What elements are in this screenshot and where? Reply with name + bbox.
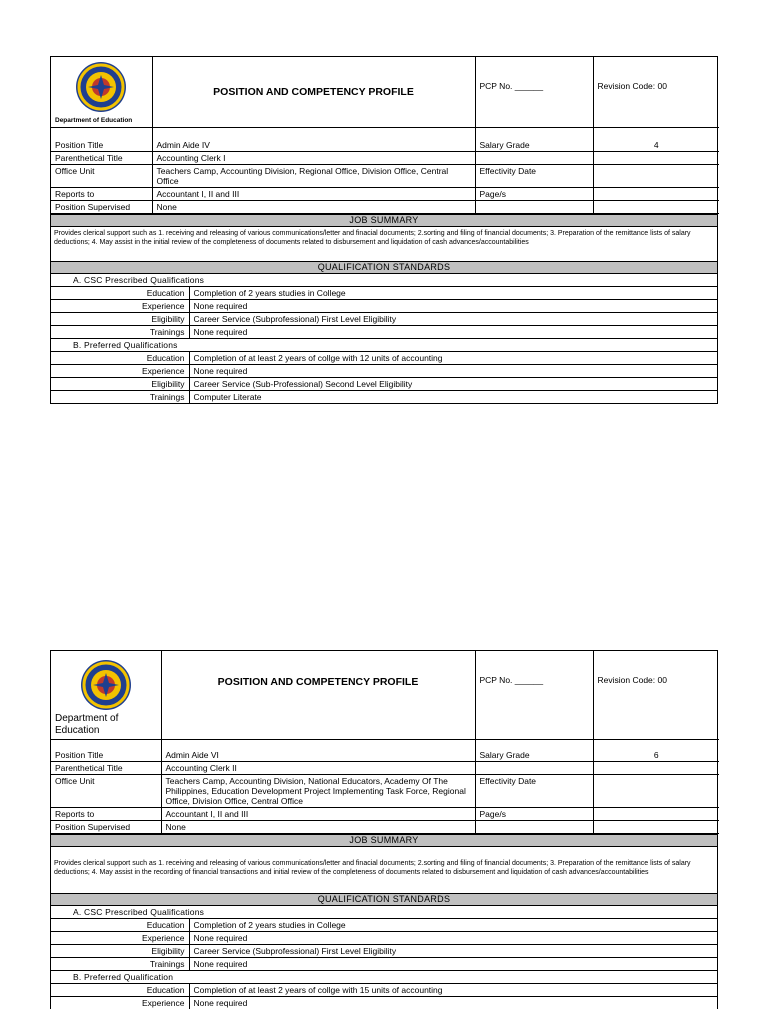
office-unit-value: Teachers Camp, Accounting Division, Regional Office, Division Office, Central Office: [152, 165, 475, 188]
spacer: [51, 249, 717, 261]
preferred-education-label: Education: [51, 352, 189, 365]
parenthetical-title-value: Accounting Clerk I: [152, 152, 475, 165]
preferred-education-value: Completion of at least 2 years of collge with 12 units of accounting: [189, 352, 717, 365]
qualification-standards-heading: QUALIFICATION STANDARDS: [51, 893, 717, 906]
preferred-education-value: Completion of at least 2 years of collge with 15 units of accounting: [189, 984, 717, 997]
position-info-table: [51, 127, 719, 214]
csc-qualifications-heading: A. CSC Prescribed Qualifications: [51, 906, 717, 919]
csc-education-value: Completion of 2 years studies in College: [189, 287, 717, 300]
department-name: Department of Education: [55, 117, 133, 124]
reports-to-label: Reports to: [51, 188, 152, 201]
csc-qualifications-heading: A. CSC Prescribed Qualifications: [51, 274, 717, 287]
job-summary-heading: JOB SUMMARY: [51, 834, 717, 847]
csc-experience-label: Experience: [51, 932, 189, 945]
effectivity-date-value: [593, 165, 719, 188]
pcp-number: PCP No. ______: [475, 57, 593, 127]
csc-trainings-value: None required: [189, 958, 717, 971]
position-info-table: [51, 739, 719, 834]
salary-grade-label: Salary Grade: [475, 740, 593, 762]
office-unit-label: Office Unit: [51, 775, 161, 808]
position-supervised-value: None: [152, 201, 475, 214]
pcp-number: PCP No. ______: [475, 651, 593, 739]
csc-education-label: Education: [51, 287, 189, 300]
parenthetical-title-label: Parenthetical Title: [51, 762, 161, 775]
csc-trainings-value: None required: [189, 326, 717, 339]
pages-label: Page/s: [475, 808, 593, 821]
csc-eligibility-value: Career Service (Subprofessional) First Level Eligibility: [189, 945, 717, 958]
reports-to-label: Reports to: [51, 808, 161, 821]
position-title-label: Position Title: [51, 128, 152, 152]
blank-value: [593, 821, 719, 834]
csc-eligibility-value: Career Service (Subprofessional) First Level Eligibility: [189, 313, 717, 326]
pcp-form-1: [50, 56, 718, 404]
preferred-trainings-value: Computer Literate: [193, 392, 262, 402]
logo-cell: [51, 651, 161, 739]
parenthetical-title-value: Accounting Clerk II: [161, 762, 475, 775]
reports-to-value: Accountant I, II and III: [161, 808, 475, 821]
job-summary-heading: JOB SUMMARY: [51, 214, 717, 227]
preferred-qualifications-heading: B. Preferred Qualification: [51, 971, 717, 984]
reports-to-value: Accountant I, II and III: [152, 188, 475, 201]
qualification-standards-heading: QUALIFICATION STANDARDS: [51, 261, 717, 274]
effectivity-date-label: Effectivity Date: [475, 775, 593, 808]
blank-label: [475, 152, 593, 165]
csc-experience-label: Experience: [51, 300, 189, 313]
form-title: POSITION AND COMPETENCY PROFILE: [161, 651, 475, 739]
preferred-experience-label: Experience: [51, 365, 189, 378]
pages-value: [593, 808, 719, 821]
preferred-eligibility-value: Career Service (Sub-Professional) Second Level Eligibility: [189, 378, 717, 391]
csc-trainings-label: Trainings: [51, 958, 189, 971]
preferred-experience-label: Experience: [51, 997, 189, 1010]
salary-grade-value: 4: [593, 128, 719, 152]
job-summary-text: Provides clerical support such as 1. receiving and releasing of various communications/letter and finacial documents; 2.sorting and filing of financial documents; 3. Preparation of the remittance lists of salary deductions; 4. May assist in the recording of financial transactions and initial review of the completeness of documents related to disbursement and liquidation of cash advances/accountabilities: [54, 860, 691, 876]
salary-grade-value: 6: [593, 740, 719, 762]
preferred-experience-value: None required: [193, 998, 248, 1008]
spacer: [51, 879, 717, 893]
csc-experience-value: None required: [189, 932, 717, 945]
logo-cell: [51, 57, 152, 127]
deped-seal-icon: [75, 61, 127, 113]
csc-trainings-label: Trainings: [51, 326, 189, 339]
parenthetical-title-label: Parenthetical Title: [51, 152, 152, 165]
revision-code: Revision Code: 00: [593, 651, 719, 739]
job-summary-text: Provides clerical support such as 1. receiving and releasing of various communications/letter and finacial documents; 2.sorting and filing of financial documents; 3. Preparation of the remittance lists of salary deductions; 4. May assist in the initial review of the completeness of documents related to disbursement and liquidation of cash advances/accountabilities: [54, 230, 691, 246]
csc-education-value: Completion of 2 years studies in College: [189, 919, 717, 932]
blank-value: [593, 201, 719, 214]
blank-value: [593, 152, 719, 165]
preferred-eligibility-label: Eligibility: [51, 378, 189, 391]
position-supervised-label: Position Supervised: [51, 201, 152, 214]
office-unit-value: Teachers Camp, Accounting Division, National Educators, Academy Of The Philippines, Education Development Project Implementing Task Force, Regional Office, Division Office, Central Office: [161, 775, 475, 808]
pages-label: Page/s: [475, 188, 593, 201]
preferred-experience-value: None required: [189, 365, 717, 378]
position-title-label: Position Title: [51, 740, 161, 762]
csc-experience-value: None required: [189, 300, 717, 313]
preferred-trainings-label: Trainings: [51, 391, 189, 404]
preferred-education-label: Education: [51, 984, 189, 997]
form-title: POSITION AND COMPETENCY PROFILE: [152, 57, 475, 127]
effectivity-date-value: [593, 775, 719, 808]
position-supervised-value: None: [161, 821, 475, 834]
form-header: [51, 651, 719, 739]
form-header: [51, 57, 719, 127]
office-unit-label: Office Unit: [51, 165, 152, 188]
deped-seal-icon: [80, 659, 132, 711]
blank-label: [475, 821, 593, 834]
csc-eligibility-label: Eligibility: [51, 945, 189, 958]
effectivity-date-label: Effectivity Date: [475, 165, 593, 188]
blank-label: [475, 762, 593, 775]
position-supervised-label: Position Supervised: [51, 821, 161, 834]
preferred-qualifications-heading: B. Preferred Qualifications: [51, 339, 717, 352]
revision-code: Revision Code: 00: [593, 57, 719, 127]
department-name: Department of Education: [55, 713, 119, 736]
qualifications-table: [51, 274, 717, 403]
qualifications-table: [51, 906, 717, 1009]
salary-grade-label: Salary Grade: [475, 128, 593, 152]
blank-value: [593, 762, 719, 775]
position-title-value: Admin Aide VI: [161, 740, 475, 762]
pcp-form-2: [50, 650, 718, 1009]
csc-education-label: Education: [51, 919, 189, 932]
blank-label: [475, 201, 593, 214]
position-title-value: Admin Aide IV: [152, 128, 475, 152]
pages-value: [593, 188, 719, 201]
csc-eligibility-label: Eligibility: [51, 313, 189, 326]
